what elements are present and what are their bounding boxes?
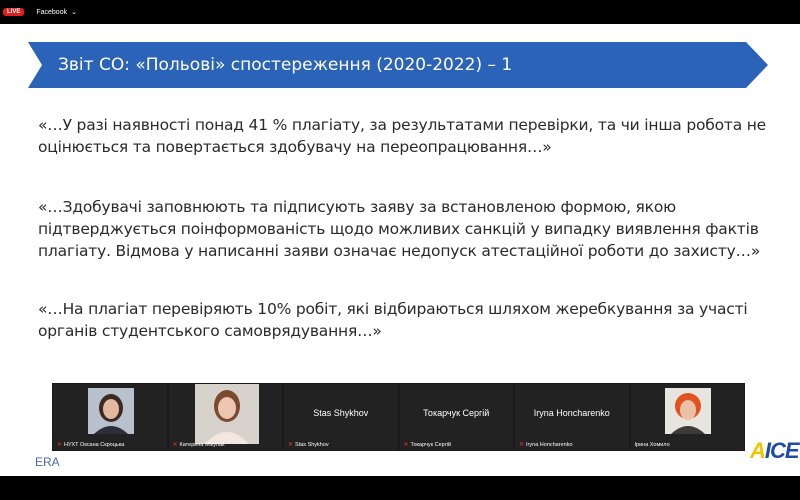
mic-muted-icon: ✕ [57,442,63,448]
participant-tile[interactable] [631,384,745,450]
quote-1: «…У разі наявності понад 41 % плагіату, за результатами перевірки, та чи інша робота не оцінюється та повертається здобувачу на переопрацювання…» [38,116,767,156]
participant-tile[interactable] [515,384,629,450]
participant-video [88,388,134,434]
participant-caption: ✕ НУХТ Оксана Скроцька [57,441,125,448]
slide-title-banner [28,42,768,88]
participant-name: Stas Shykhov [313,408,369,418]
footer-era-text: ERA [35,455,60,469]
participant-name: Iryna Honcharenko [533,408,610,418]
mic-muted-icon: ✕ [172,442,178,448]
participant-strip [52,383,745,451]
chevron-down-icon: ⌄ [71,9,77,16]
participant-caption: Ірина Хомило [634,442,670,448]
mic-muted-icon: ✕ [288,442,294,448]
participant-tile[interactable] [284,384,398,450]
aice-logo: AICE [750,438,799,463]
participant-caption: ✕ Iryna Honcharenko [519,441,573,448]
participant-tile[interactable] [169,384,283,450]
participant-video [665,388,711,434]
source-selector[interactable] [36,8,77,16]
participant-caption: ✕ Токарчук Сергій [403,441,451,448]
participant-tile[interactable] [53,384,167,450]
mic-muted-icon: ✕ [519,442,525,448]
live-badge: LIVE [3,8,24,16]
quote-2: «…Здобувачі заповнюють та підписують заяву за встановленою формою, якою підтверджується поінформованість щодо можливих санкцій у випадку виявлення фактів плагіату. Відмова у написанні заяви означає недопуск атестаційної роботи до захисту…» [38,198,761,260]
participant-caption: ✕ Stas Shykhov [288,441,329,448]
source-label: Facebook [36,8,68,16]
participant-video [195,384,259,444]
participant-caption: ✕ Катерина Мікулак [172,441,225,448]
stream-bottom-bar [0,476,800,500]
slide-title: Звіт СО: «Польові» спостереження (2020-2022) – 1 [58,55,513,75]
participant-tile[interactable] [400,384,514,450]
quote-3: «…На плагіат перевіряють 10% робіт, які відбираються шляхом жеребкування за участі органів студентського самоврядування…» [38,300,748,340]
mic-muted-icon: ✕ [403,442,409,448]
stream-top-bar [0,0,800,24]
participant-name: Токарчук Сергій [423,408,490,418]
